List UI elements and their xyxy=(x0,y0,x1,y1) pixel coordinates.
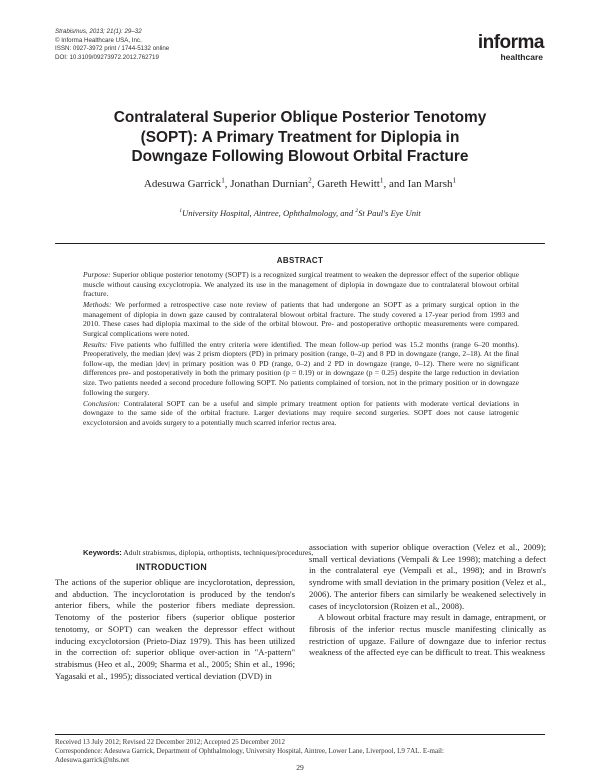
abstract-conclusion: Conclusion: Contralateral SOPT can be a useful and simple primary treatment option for patients with moderate vertical deviations in downgaze to the same side of the orbital fracture. Larger deviations may require second surgeries. SOPT does not cause iatrogenic excyclotorsion and avoids surgery to a potentially much scarred inferior rectus area. xyxy=(83,398,519,427)
correspondence-email: Adesuwa.garrick@nhs.net xyxy=(55,756,130,765)
journal-meta xyxy=(55,28,169,62)
author-2: Jonathan Durnian xyxy=(230,178,309,190)
title-line-1: Contralateral Superior Oblique Posterior Tenotomy xyxy=(113,109,487,126)
abstract-body xyxy=(83,270,519,429)
author-4: Ian Marsh xyxy=(407,178,453,190)
doi-line: DOI: 10.3109/09273972.2012.762719 xyxy=(55,53,159,61)
intro-paragraph-1: The actions of the superior oblique are incyclorotation, depression, and abduction. The incyclorotation is produced by the tendon's anterior fibers, while the posterior fibers mediate depression. Tenotomy of the posterior fibers (superior oblique posterior tenotomy, or SOPT) can weaken the depressor effect without inducing excyclotorsion (Prieto-Diaz 1979). This has been utilized in the correction of: superior oblique over-action in "A-pattern" strabismus (Heo et al., 2009; Sharma et al., 2005; Shin et al., 1996; Yagasaki et al., 1995); dissociated vertical deviation (DVD) in xyxy=(55,577,295,681)
abstract-top-rule xyxy=(55,243,545,244)
keywords: Keywords: Adult strabismus, diplopia, orthoptists, techniques/procedures, xyxy=(83,548,314,557)
body-column-right xyxy=(309,542,546,659)
intro-paragraph-2: A blowout orbital fracture may result in damage, entrapment, or fibrosis of the inferior rectus muscle manifesting clinically as restriction of upgaze. Failure of downgaze due to inferior rectus weakness of the affected eye can be difficult to treat. This weakness xyxy=(309,612,546,658)
paper-title xyxy=(55,108,545,167)
abstract-heading: ABSTRACT xyxy=(276,256,324,265)
correspondence: Correspondence: Adesuwa Garrick, Department of Ophthalmology, University Hospital, Aintree, Lower Lane, Liverpool, L9 7AL. E-mail: xyxy=(55,747,444,756)
author-list: Adesuwa Garrick$^1$, Jonathan Durnian$^2$, Gareth Hewitt$^1$, and Ian Marsh$^1$ xyxy=(143,176,457,190)
author-3: Gareth Hewitt xyxy=(317,178,380,190)
abstract-methods: Methods: We performed a retrospective case note review of patients that had undergone an SOPT as a primary surgical option in the management of diplopia in down gaze caused by contralateral blowout orbital fracture. The study covered a 17-year period from 1993 and 2010. These cases had diplopia maximal to the side of the orbital blowout. Pre- and postoperative orthoptic measurements were compared. Surgical complications were noted. xyxy=(83,300,519,338)
issn-line: ISSN: 0927-3972 print / 1744-5132 online xyxy=(55,45,170,53)
footer-notes xyxy=(55,738,545,766)
intro-paragraph-1-continued: association with superior oblique overaction (Velez et al., 2009); small vertical deviations (Vempali & Lee 1998); matching a defect in the contralateral eye (Vempali et al., 1998); and in Brown's syndrome with small deviation in the primary position (Velez et al., 2006). The anterior fibers can similarly be weakened selectively in cases of incyclotorsion (Roizen et al., 2008). xyxy=(309,542,546,611)
journal-citation: Strabismus, 2013; 21(1): 29–32 xyxy=(55,28,142,35)
body-column-left xyxy=(55,577,295,682)
abstract-results: Results: Five patients who fulfilled the entry criteria were identified. The mean follow-up period was 15.2 months (range 6–20 months). Preoperatively, the median |dev| was 2 prism diopters (PD) in primary position (range, 0–2) and 8 PD in downgaze (range, 2–18). At the final follow-up, the median |dev| in primary position was 0 PD (range, 0–2) and 2 PD in downgaze (range, 0–12). There were no significant differences pre- and postoperatively in both the primary position (p = 0.19) or in downgaze (p = 0.25) despite the large reduction in deviation size. Two patients needed a second procedure following SOPT. No patients complained of torsion, not in the primary position or in downgaze following the surgery. xyxy=(83,339,519,397)
abstract-purpose: Purpose: Superior oblique posterior tenotomy (SOPT) is a recognized surgical treatment to weaken the depressor effect of the superior oblique muscle without causing excyclotropia. We analyzed its use in the management of diplopia in downgaze due to contralateral blowout orbital fracture. xyxy=(83,270,519,299)
received-dates: Received 13 July 2012; Revised 22 December 2012; Accepted 25 December 2012 xyxy=(55,738,285,746)
author-1: Adesuwa Garrick xyxy=(143,178,222,190)
affiliations: $^1$University Hospital, Aintree, Ophthalmology, and $^2$St Paul's Eye Unit xyxy=(179,208,421,218)
title-line-2: (SOPT): A Primary Treatment for Diplopia in xyxy=(140,128,460,146)
title-line-3: Downgaze Following Blowout Orbital Fracture xyxy=(131,148,469,165)
page-number: 29 xyxy=(296,763,304,772)
logo-sub: healthcare xyxy=(500,52,543,62)
publisher-logo xyxy=(478,33,544,62)
logo-brand: informa xyxy=(477,32,544,53)
introduction-heading: INTRODUCTION xyxy=(135,562,208,572)
copyright-line: © Informa Healthcare USA, Inc. xyxy=(55,36,142,44)
footer-rule xyxy=(55,734,545,735)
